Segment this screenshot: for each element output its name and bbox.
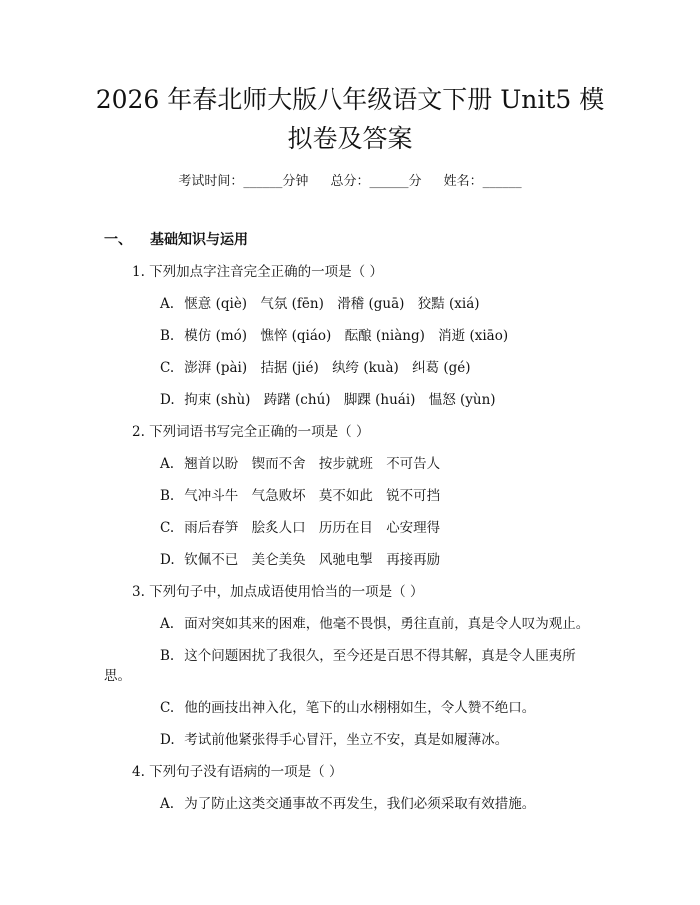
option-label: A.	[160, 296, 175, 312]
total-score-field: 总分：______分	[330, 174, 422, 189]
question-2-option-a	[160, 452, 449, 472]
option-item: 憔悴 (qiáo)	[260, 328, 332, 344]
question-4-option-a	[160, 792, 535, 812]
question-1-option-a	[160, 292, 489, 312]
question-1-option-d	[160, 388, 505, 408]
option-text: 为了防止这类交通事故不再发生，我们必须采取有效措施。	[184, 796, 536, 812]
option-label: B.	[160, 328, 175, 344]
option-item: 惬意 (qiè)	[184, 296, 248, 312]
exam-time-field: 考试时间：______分钟	[178, 174, 309, 189]
option-label: A.	[160, 456, 175, 472]
option-label: D.	[160, 392, 175, 408]
option-item: 愠怒 (yùn)	[428, 392, 496, 408]
option-label: C.	[160, 700, 175, 716]
option-item: 模仿 (mó)	[184, 328, 248, 344]
option-item: 酝酿 (niàng)	[344, 328, 425, 344]
option-label: D.	[160, 552, 175, 568]
option-item: 拘束 (shù)	[184, 392, 251, 408]
option-item: 滑稽 (guā)	[337, 296, 405, 312]
option-text: 考试前他紧张得手心冒汗，坐立不安，真是如履薄冰。	[184, 732, 509, 748]
option-item: 心安理得	[386, 520, 441, 536]
option-item: 风驰电掣	[318, 552, 373, 568]
option-label: C.	[160, 520, 175, 536]
option-label: B.	[160, 648, 175, 664]
option-label: A.	[160, 796, 175, 812]
question-3-option-b	[160, 644, 576, 664]
exam-meta	[0, 170, 700, 189]
question-2-option-b	[160, 484, 449, 504]
option-item: 雨后春笋	[184, 520, 239, 536]
option-item: 脚踝 (huái)	[343, 392, 416, 408]
question-4-stem: 4. 下列句子没有语病的一项是（ ）	[132, 764, 343, 780]
option-item: 纠葛 (gé)	[412, 360, 471, 376]
option-text: 面对突如其来的困难，他毫不畏惧，勇往直前，真是令人叹为观止。	[184, 616, 590, 632]
option-item: 狡黠 (xiá)	[417, 296, 480, 312]
option-item: 美仑美奂	[251, 552, 306, 568]
question-3-option-d	[160, 728, 508, 748]
option-item: 踌躇 (chú)	[263, 392, 331, 408]
exam-title	[70, 80, 630, 158]
question-3-option-c	[160, 696, 535, 716]
student-name-field: 姓名：______	[443, 174, 522, 189]
question-2-option-c	[160, 516, 449, 536]
question-2-stem: 2. 下列词语书写完全正确的一项是（ ）	[132, 424, 370, 440]
option-item: 再接再励	[386, 552, 441, 568]
question-1-option-b	[160, 324, 517, 344]
question-1-stem: 1. 下列加点字注音完全正确的一项是（ ）	[132, 264, 383, 280]
exam-title-line-1: 2026 年春北师大版八年级语文下册 Unit5 模	[95, 85, 605, 114]
option-item: 气冲斗牛	[184, 488, 239, 504]
question-3-stem: 3. 下列句子中，加点成语使用恰当的一项是（ ）	[132, 584, 424, 600]
option-item: 钦佩不已	[184, 552, 239, 568]
option-label: C.	[160, 360, 175, 376]
option-text: 这个问题困扰了我很久，至今还是百思不得其解，真是令人匪夷所	[184, 648, 576, 664]
question-2-option-d	[160, 548, 449, 568]
option-item: 纨绔 (kuà)	[332, 360, 399, 376]
section-number: 一、	[104, 232, 132, 248]
question-3-option-b-continuation: 思。	[104, 668, 131, 684]
section-title: 基础知识与运用	[150, 232, 248, 248]
option-label: B.	[160, 488, 175, 504]
option-item: 澎湃 (pài)	[184, 360, 248, 376]
option-item: 脍炙人口	[251, 520, 306, 536]
section-heading	[104, 229, 248, 249]
option-item: 气急败坏	[251, 488, 306, 504]
option-item: 按步就班	[318, 456, 373, 472]
option-item: 莫不如此	[318, 488, 373, 504]
option-text: 他的画技出神入化，笔下的山水栩栩如生，令人赞不绝口。	[184, 700, 536, 716]
option-item: 不可告人	[386, 456, 441, 472]
option-item: 锐不可挡	[386, 488, 441, 504]
option-item: 气氛 (fēn)	[260, 296, 324, 312]
option-item: 翘首以盼	[184, 456, 239, 472]
option-item: 锲而不舍	[251, 456, 306, 472]
question-3-option-a	[160, 612, 589, 632]
option-item: 消逝 (xiāo)	[438, 328, 509, 344]
option-label: A.	[160, 616, 175, 632]
question-1-option-c	[160, 356, 480, 376]
option-label: D.	[160, 732, 175, 748]
exam-title-line-2: 拟卷及答案	[287, 124, 413, 153]
option-item: 历历在目	[318, 520, 373, 536]
option-item: 拮据 (jié)	[260, 360, 319, 376]
